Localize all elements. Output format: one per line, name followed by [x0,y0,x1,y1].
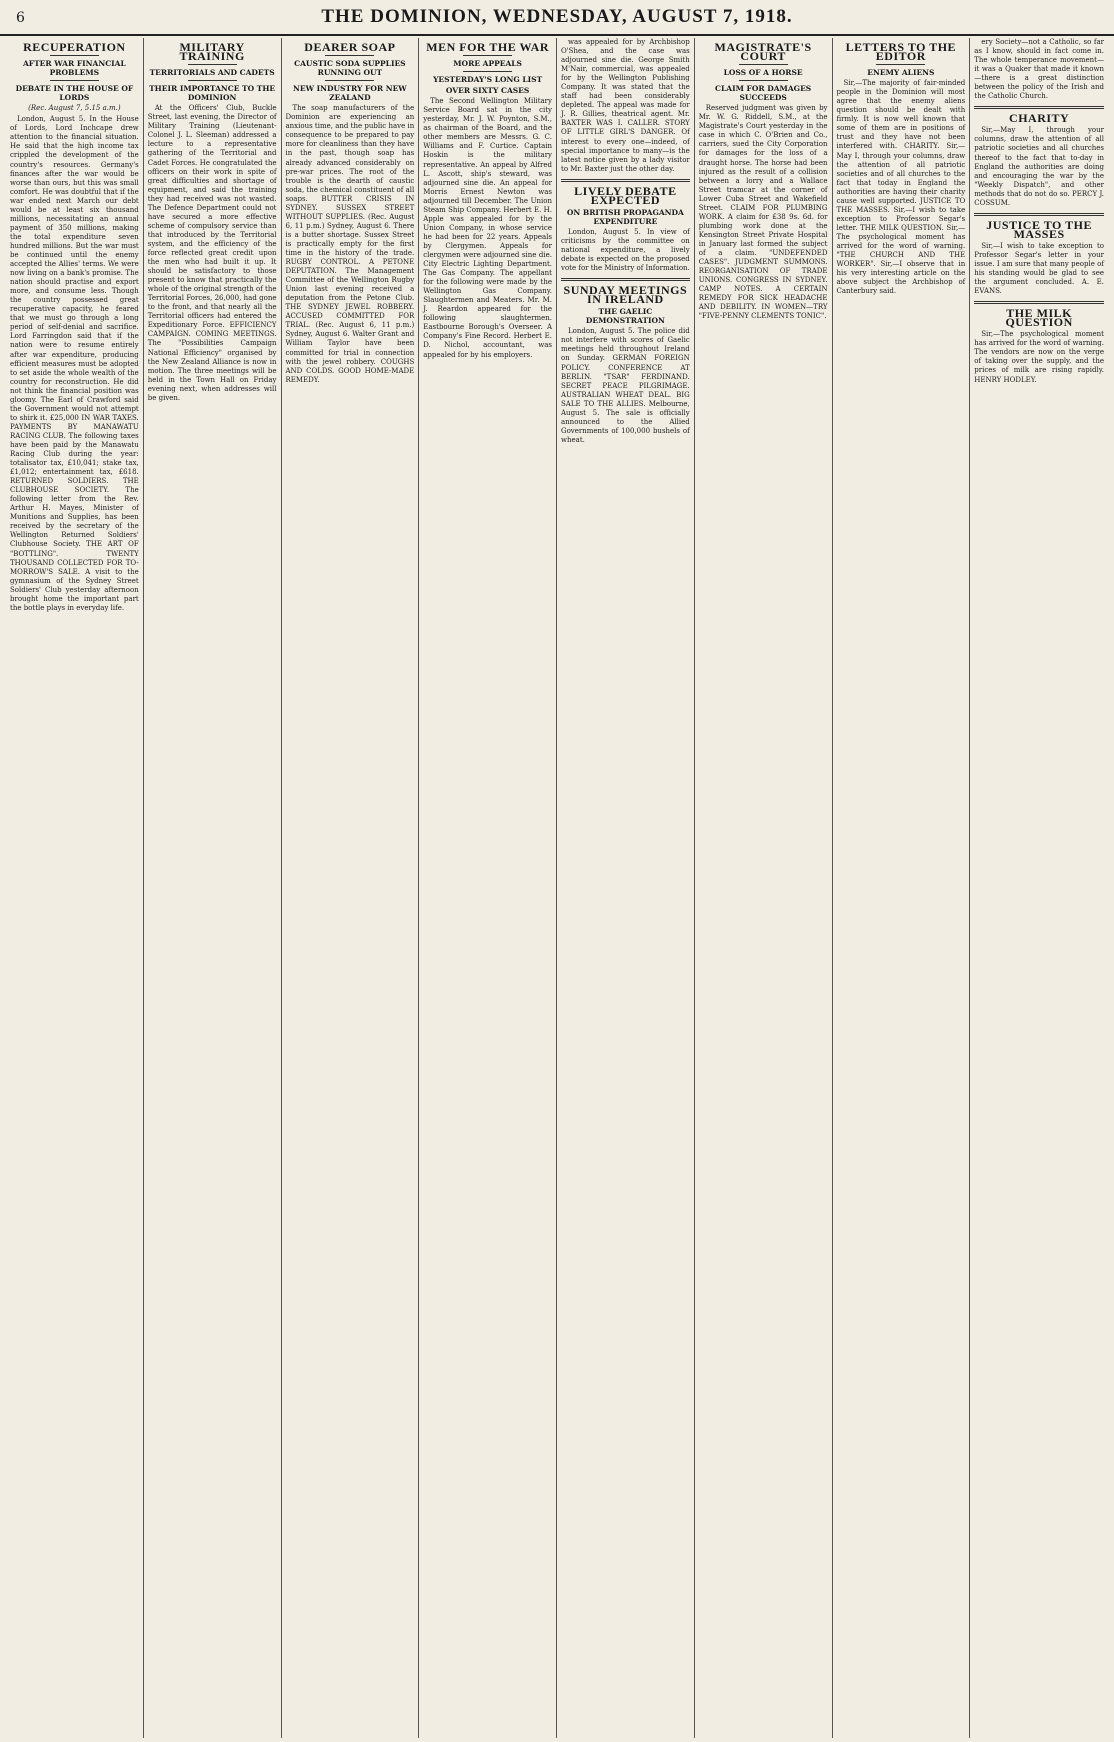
divider [561,278,690,281]
rule [188,64,237,65]
headline-charity: CHARITY [1009,111,1070,126]
rule [463,71,512,72]
article-text: Reserved judgment was given by Mr. W. G. Riddell, S.M., at the Magistrate's Court yesterday in the case in which C. O'Brien and Co., carriers, sued the City Corporation for damages for the loss of a draught horse. The horse had been injured as the result of a collision between a lorry and a Wallace Street tramcar at the corner of Lower Cuba Street and Wakefield Street. CLAIM FOR PLUMBING WORK. A claim for £38 9s. 6d. for plumbing work done at the Kensington Street Private Hospital in January last formed the subject of a claim. "UNDEFENDED CASES". JUDGMENT SUMMONS. REORGANISATION OF TRADE UNIONS. CONGRESS IN SYDNEY. CAMP NOTES. A CERTAIN REMEDY FOR SICK HEADACHE AND DEBILITY. IN WOMEN—TRY "FIVE-PENNY CLEMENTS TONIC". [698,104,828,321]
article-text: Sir,—The psychological moment has arrived for the word of warning. The vendors are now on the verge of taking over the supply, and the prices of milk are rising rapidly. HENRY HODLEY. [974,330,1104,384]
subheading: LOSS OF A HORSE [723,68,803,78]
column-3 [282,38,420,1738]
subheading: THEIR IMPORTANCE TO THE DOMINION [149,84,276,103]
subheading: AFTER WAR FINANCIAL PROBLEMS [22,59,126,78]
divider [974,106,1104,109]
rule [463,55,512,56]
subheading: DEBATE IN THE HOUSE OF LORDS [15,84,134,103]
article-text: was appealed for by Archbishop O'Shea, and the case was adjourned sine die. George Smith M'Nair, commercial, was appealed for by the Wellington Publishing Company. It was stated that the staff had been considerably depleted. The appeal was made for J. R. Gillies, theatrical agent. Mr. BAXTER WAS I. CALLER. STORY OF LITTLE GIRL'S DANGER. Of interest to every one—indeed, of special importance to many—is the latest notice given by a lady visitor to Mr. Baxter just the other day. [561,38,690,173]
rule [50,55,99,56]
article-text: London, August 5. The police did not interfere with scores of Gaelic meetings held throughout Ireland on Sunday. GERMAN FOREIGN POLICY. CONFERENCE AT BERLIN. "TSAR" FERDINAND. SECRET PEACE PILGRIMAGE. AUSTRALIAN WHEAT DEAL. BIG SALE TO THE ALLIES. Melbourne, August 5. The sale is officially announced to the Allied Governments of 100,000 bushels of wheat. [561,327,690,444]
headline-recuperation: RECUPERATION [23,40,126,54]
article-text: London, August 5. In view of criticisms by the committee on national expenditure, a lively debate is expected on the proposed vote for the Ministry of Information. [561,227,690,273]
subheading: CAUSTIC SODA SUPPLIES RUNNING OUT [294,59,406,78]
subheading: YESTERDAY'S LONG LIST [433,75,543,85]
headline-dearer-soap: DEARER SOAP [304,40,396,54]
column-1 [6,38,144,1738]
headline-lively-debate: LIVELY DEBATE EXPECTED [574,183,677,207]
article-text: The soap manufacturers of the Dominion are experiencing an anxious time, and the public have in consequence to be prepared to pay more for cleanliness than they have in the past, though soap has already advanced considerably on pre-war prices. The root of the trouble is the dearth of caustic soda, the chemical constituent of all soaps. BUTTER CRISIS IN SYDNEY. SUSSEX STREET WITHOUT SUPPLIES. (Rec. August 6, 11 p.m.) Sydney, August 6. There is a butter shortage. Sussex Street is practically empty for the first time in the history of the trade. RUGBY CONTROL. A PETONE DEPUTATION. The Management Committee of the Wellington Rugby Union last evening received a deputation from the Petone Club. THE SYDNEY JEWEL ROBBERY. ACCUSED COMMITTED FOR TRIAL. (Rec. August 6, 11 p.m.) Sydney, August 6. Walter Grant and William Taylor have been committed for trial in connection with the jewel robbery. COUGHS AND COLDS. GOOD HOME-MADE REMEDY. [285,104,415,384]
subheading: MORE APPEALS [453,59,522,69]
subheading: TERRITORIALS AND CADETS [149,68,275,78]
rule [739,64,788,65]
headline-magistrates-court: MAGISTRATE'S COURT [714,40,812,64]
subheading: NEW INDUSTRY FOR NEW ZEALAND [293,84,407,103]
divider [974,213,1104,216]
headline-military-training: MILITARY TRAINING [179,40,245,64]
article-text: The Second Wellington Military Service Board sat in the city yesterday, Mr. J. W. Poynton, S.M., as chairman of the Board, and the other members are Messrs. G. C. Williams and F. Curtice. Captain Hoskin is the military representative. An appeal by Alfred L. Ascott, ship's steward, was adjourned sine die. An appeal for Morris Ernest Newton was adjourned till December. The Union Steam Ship Company. Herbert E. H. Apple was appealed for by the Union Company, in whose service he had been for 22 years. Appeals by Clergymen. Appeals for clergymen were adjourned sine die. City Electric Lighting Department. The Gas Company. The appellant for the following were made by the Wellington Gas Company. Slaughtermen and Meaters. Mr. M. J. Reardon appeared for the following slaughtermen. Eastbourne Borough's Overseer. A Company's Fine Record. Herbert E. D. Nichol, accountant, was appealed for by his employers. [423,97,552,359]
rule [50,80,99,81]
article-text: Sir,—The majority of fair-minded people in the Dominion will most agree that the enemy aliens question should be dealt with firmly. It is now well known that some of them are in positions of trust and they have not been interfered with. CHARITY. Sir,—May I, through your columns, draw the attention of all patriotic societies and of all churches to the fact that today in England the authorities are having their charity cause well supported. JUSTICE TO THE MASSES. Sir,—I wish to take exception to Professor Segar's letter. THE MILK QUESTION. Sir,—The psychological moment has arrived for the word of warning. "THE CHURCH AND THE WORKER". Sir,—I observe that in his very interesting article on the above subject the Archbishop of Canterbury said. [836,79,966,296]
column-6 [695,38,833,1738]
subheading: THE GAELIC DEMONSTRATION [585,307,665,326]
column-7 [833,38,971,1738]
subheading: CLAIM FOR DAMAGES SUCCEEDS [715,84,812,103]
page-number: 6 [16,10,25,26]
masthead-title: THE DOMINION, WEDNESDAY, AUGUST 7, 1918. [321,6,793,27]
headline-men-for-the-war: MEN FOR THE WAR [426,40,549,54]
masthead [0,0,1114,36]
article-text: Sir,—I wish to take exception to Professor Segar's letter in your issue. I am sure that many people of his standing would be glad to see the argument concluded. A. E. EVANS. [974,241,1104,296]
divider [974,301,1104,304]
headline-justice-to-the-masses: JUSTICE TO THE MASSES [986,217,1092,241]
column-5 [557,38,695,1738]
article-text: Sir,—May I, through your columns, draw the attention of all patriotic societies and all churches thereof to the fact that to-day in England the authorities are doing and encouraging the war by the "Weekly Dispatch", and other methods that do not do so. PERCY J. COSSUM. [974,126,1104,207]
column-4 [419,38,557,1738]
article-text: London, August 5. In the House of Lords, Lord Inchcape drew attention to the financial situation. He said that the high income tax crippled the development of the country's resources. Germany's finances after the war would be worse than ours, but this was small comfort. He was doubtful that if the war ended next March our debt would be at least six thousand millions, necessitating an annual payment of 350 millions, making the total expenditure seven hundred millions. But the war must be continued until the enemy accepted the Allies' terms. We were now living on a bank's promise. The nation should practise and export more, and consume less. Though the country possessed great recuperative capacity, he feared that we must go through a long period of self-denial and sacrifice. Lord Farringdon said that if the nation were to resume entirely after war expenditure, producing efficient measures must be adopted to set aside the whole wealth of the country for reconstruction. He did not think the financial position was gloomy. The Earl of Crawford said the Government would not attempt to shirk it. £25,000 IN WAR TAXES. PAYMENTS BY MANAWATU RACING CLUB. The following taxes have been paid by the Manawatu Racing Club during the year: totalisator tax, £10,041; stake tax, £1,012; entertainment tax, £618. RETURNED SOLDIERS. THE CLUBHOUSE SOCIETY. The following letter from the Rev. Arthur H. Mayes, Minister of Munitions and Supplies, has been received by the secretary of the Wellington Returned Soldiers' Clubhouse Society. THE ART OF "BOTTLING". TWENTY THOUSAND COLLECTED FOR TO-MORROW'S SALE. A visit to the gymnasium of the Sydney Street Soldiers' Club yesterday afternoon brought home the important part the bottle plays in everyday life. [10,115,139,612]
headline-sunday-meetings: SUNDAY MEETINGS IN IRELAND [563,283,688,307]
columns [6,38,1108,1738]
rule [876,64,925,65]
subheading: ENEMY ALIENS [867,68,935,78]
column-8 [970,38,1108,1738]
dateline: (Rec. August 7, 5.15 a.m.) [28,104,121,113]
rule [325,80,374,81]
divider [561,179,690,182]
rule [325,55,374,56]
article-text: ery Society—not a Catholic, so far as I know, should in fact come in. The whole temperance movement—it was a Quaker that made it known—there is a great distinction between the policy of the Irish and the Catholic Church. [974,38,1104,101]
column-2 [144,38,282,1738]
article-text: At the Officers' Club, Buckle Street, last evening, the Director of Military Training (Lieutenant-Colonel J. L. Sleeman) addressed a lecture to a representative gathering of the Territorial and Cadet Forces. He congratulated the officers on their work in spite of great difficulties and shortage of equipment, and said the training they had received was not wasted. The Defence Department could not have secured a more effective scheme of compulsory service than that introduced by the Territorial system, and the efficiency of the force reflected great credit upon the men who had built it up. It should be satisfactory to those present to know that practically the whole of the original strength of the Territorial Forces, 26,000, had gone to the front, and that nearly all the Territorial officers had entered the Expeditionary Force. EFFICIENCY CAMPAIGN. COMING MEETINGS. The "Possibilities Campaign National Efficiency" organised by the New Zealand Alliance is now in motion. The three meetings will be held in the Town Hall on Friday evening next, when addresses will be given. [147,104,277,402]
rule [188,80,237,81]
headline-letters-to-the-editor: LETTERS TO THE EDITOR [845,40,957,64]
subheading: OVER SIXTY CASES [445,86,530,96]
headline-milk-question: THE MILK QUESTION [1005,306,1073,330]
subheading: ON BRITISH PROPAGANDA EXPENDITURE [566,207,684,226]
rule [739,80,788,81]
